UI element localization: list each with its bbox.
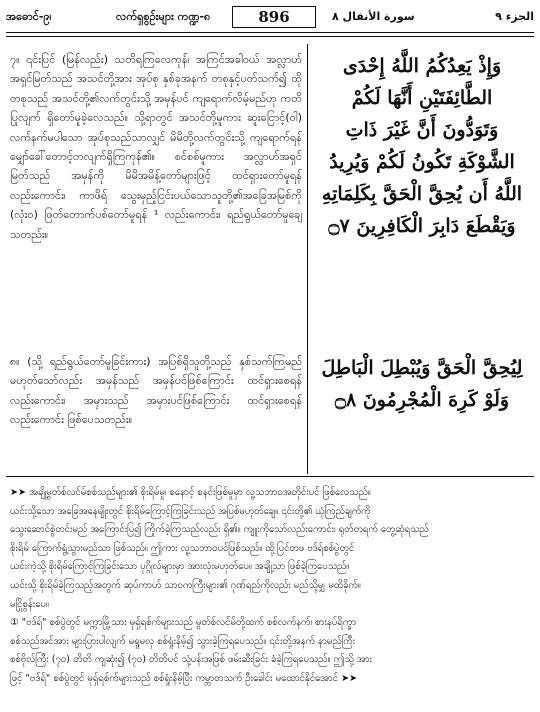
footnote-line: စစ်သည်အင်အား များပြားပါလျက် မရှုမလှ စစ်ရှုံးနိမ့်၍ သွားခဲ့ကြရပေသည်။ ၎င်းတို့အနက် နာမည်ကြီး — [10, 635, 356, 647]
footnote-line: စစ်ဗိုလ်ကြီး (၇၀) တိတိ ကျဆုံး၍ (၇၀) တိတိပင် သုံ့ပန်းအဖြစ် ဖမ်းဆီးခြင်း ခံခဲ့ကြရပေသည်။ ဤသို့ အား — [10, 654, 372, 666]
footnote-line: ယင်းသို့ စိုးရိမ်ခဲ့ကြသည့်အတွက် ဆုပ်ကာဟ် သာ၀ကကြီးများ၏ ဂုဏ်ရည်ကိုလည်း မည်သို့မျှ မထိခိုက်။ — [10, 579, 361, 591]
page-header — [6, 6, 534, 28]
footnote-line: ① "ဗဒ်ရ်" စစ်ပွဲတွင် မက္ကာမြို့သား မုရှ်ရစ်က်များသည် မွတ်စ်လင်မ်တို့ထက် စစ်လက်နက်၊ စားနပ်ရိက္ခာ — [10, 617, 357, 629]
arabic-line: وَيَقْطَعَ دَابِرَ الْكَافِرِينَ ۝٧ — [328, 215, 516, 237]
arabic-line: الطَّائِفَتَيْنِ أَنَّهَا لَكُمْ — [351, 87, 493, 109]
arabic-line: الشَّوْكَةِ تَكُونُ لَكُمْ وَيُرِيدُ — [329, 151, 515, 173]
column-divider — [307, 44, 308, 474]
footnote-line: ဖြင့် "ဗဒ်ရ်" စစ်ပွဲတွင် မုရှ်ရစ်က်များသည် စစ်ရှုံးနိမ့်ပြီး ကမ္ဘာတသက် ဦးခေါင်း မထောင်နိုင်အောင် ➤➤ — [10, 672, 358, 684]
header-surah: سورة الأنفال ٨ — [332, 10, 415, 23]
arabic-line: اللَّهُ أَن يُحِقَّ الْحَقَّ بِكَلِمَاتِهِ — [321, 183, 523, 205]
footnote-line: မငြိုစွန်းပေ။ — [10, 598, 49, 610]
translation-verse-7: ၇။ ၎င်းပြင် (မြန်လည်း) သတိရကြလေကုန်၊ အကြင်အခါ၀ယ် အလ္လာဟ်အရှင်မြတ်သည် အသင်တို့အား အုပ်စု နှစ်ခုအနက် တစုနှင့်ပတ်သက်၍ ထိုတစုသည် အသင်တို့၏လက်တွင်းသို့ အမှန်ပင် ကျရောက်လိမ့်မည်ဟု ကတိပြုလျက် ရှိတော်မူခဲ့လေသည်။ သို့ရာတွင် အသင်တို့မူကား ဆူးငြောင့်(ဝါ) လက်နက်မပါသော အုပ်စုသည်သာလျှင် မိမိတို့လက်တွင်းသို့ ကျရောက်ရန် မျှော်ခေါ်တောင့်တလျက်ရှိကြကုန်၏။ စင်စစ်မူကား အလ္လာဟ်အရှင်မြတ်သည် အမှန်ကို မိမိအမိန့်တော်များဖြင့် ထင်ရှားတော်မူရန်လည်းကောင်း၊ ကာဖိရ် သွေးမှည့်ငြင်းပယ်သောသူတို့၏အခြေအမြစ်ကို (လုံး၀) ဖြတ်တောက်ပစ်တော်မူရန် ¹ လည်းကောင်း၊ ရည်ရွယ်တော်မူချေသတည်း။ — [10, 53, 302, 241]
translation-verse-8: ၈။ (သို့ ရည်ရွယ်တော်မူခြင်းကား) အပြစ်ရှိသူတို့သည် နှစ်သက်ကြမည် မဟုတ်သော်လည်း အမှန်သည် အမှန်ပင်ဖြစ်ကြောင်း ထင်ရှားစေရန်လည်းကောင်း၊ အမှားသည် အမှားပင်ဖြစ်ကြောင်း ထင်ရှားစေရန်လည်းကောင်း ဖြစ်ပေသတည်း။ — [10, 355, 302, 427]
arabic-line: لِيُحِقَّ الْحَقَّ وَيُبْطِلَ الْبَاطِلَ — [321, 357, 523, 379]
header-juz: الجزء ٩ — [495, 10, 534, 23]
footnote-line: ➤➤ အချို့မွတ်စ်လင်မ်စစ်သည်များ၏ စိုးရိမ်မှု၊ စနောင့် စနင်းဖြစ်မှုမှာ လူ့သဘာ၀အတိုင်းပင် ဖြစ်လေသည်။ — [10, 487, 371, 498]
footnote-line: သွေးဆောင်စွဲတင်းမည် အကြောင်းပြ၍ ကြိုက်ခဲ့ကြသည်လည်း ရှိ၏။ ကျူးကိုသော်လည်းကောင်း၊ ရုတ်တရက် တွေ့ဆုံရသည် — [10, 524, 429, 536]
arabic-line: وَلَوْ كَرِهَ الْمُجْرِمُونَ ۝٨ — [334, 389, 510, 411]
arabic-verse-8 — [316, 352, 528, 416]
arabic-line: وَإِذْ يَعِدُكُمُ اللَّهُ إِحْدَى — [342, 55, 502, 77]
footnote-line: စိုးရိမ် ကြောက်ရွံ့သွားမည်သာ ဖြစ်သည်။ ဤကား လူ့သဘာ၀ပင်ဖြစ်သည်။ ထို့ပြင်တဖ ဗဒ်ရ်စစ်ပွဲတွင် — [10, 542, 355, 554]
header-rule — [6, 32, 534, 33]
header-left-label: အဓောင်-၉၊ — [6, 10, 52, 23]
arabic-line: وَتَوَدُّونَ أَنَّ غَيْرَ ذَاتِ — [345, 119, 499, 141]
footnotes — [10, 484, 532, 689]
footnote-line: ယင်းကဲ့သို့ စိုးရိမ်ကြောင့်ကြခြင်းသော ပုဂ္ဂိုလ်များမှာ အားလုံးမဟုတ်ပေ။ အချို့သာ ဖြစ်ခဲ့ကြပေသည်။ — [10, 561, 350, 573]
footnote-line: ယင်းသို့သော အခြေအနေမျိုးတွင် စိုးရိမ်ကြောင့်ကြခြင်းသည် အပြစ်မဟုတ်ချေ။ ၎င်းတို့၏ ယုံကြည်ချက်ကို — [10, 505, 371, 517]
page-number: 896 — [232, 6, 316, 28]
arabic-verse-7 — [316, 50, 528, 242]
footnote-rule — [6, 476, 534, 477]
header-middle-label: လက်ရှစွဉ်းများ ကဏ္ဍ-၈ — [116, 10, 211, 23]
header-rule-2 — [6, 36, 534, 37]
